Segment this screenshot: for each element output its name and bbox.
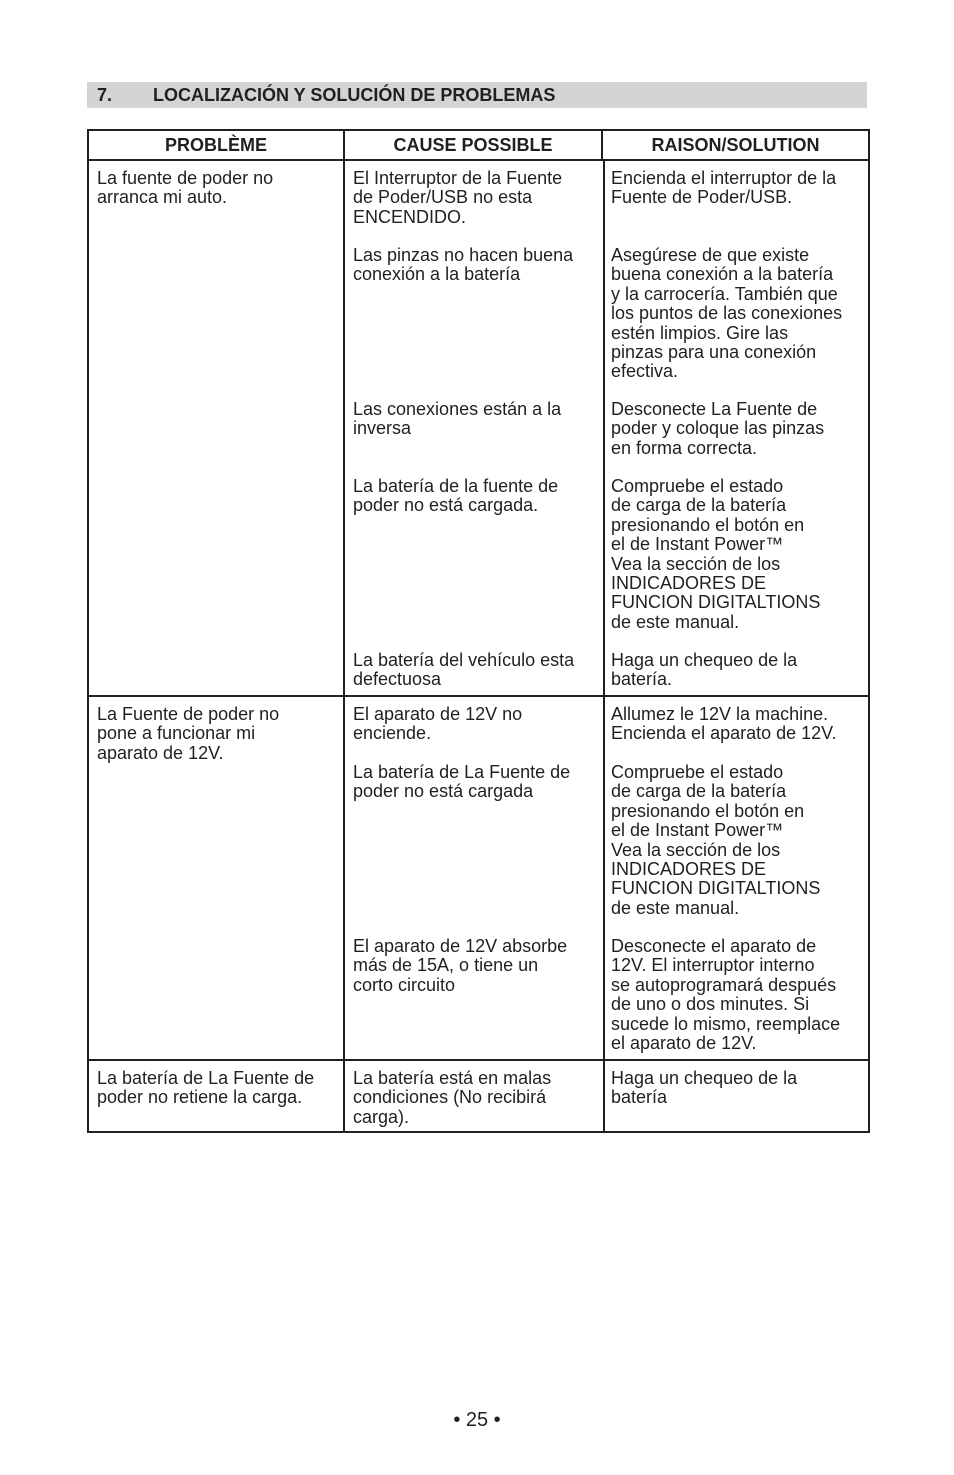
- page-number: • 25 •: [453, 1409, 501, 1431]
- section-number: 7.: [97, 85, 113, 105]
- cause-solution-cell: [344, 696, 869, 1060]
- problem-text: La batería de La Fuente de poder no retiene la carga.: [97, 1068, 315, 1108]
- column-divider: [603, 161, 605, 695]
- cause-text: Las pinzas no hacen buena conexión a la batería: [353, 245, 574, 285]
- cause-text: La batería de La Fuente de poder no está cargada: [353, 762, 571, 802]
- solution-text: Desconecte La Fuente de poder y coloque las pinzas en forma correcta.: [611, 399, 825, 458]
- problem-text: La Fuente de poder no pone a funcionar mi aparato de 12V.: [97, 704, 280, 763]
- header-solution: RAISON/SOLUTION: [602, 130, 869, 160]
- solution-text: Compruebe el estado de carga de la batería presionando el botón en el de Instant Power™ Vea la sección de los INDICADORES DE FUNCION DIGITALTIONS de este manual.: [611, 762, 821, 918]
- cause-solution-cell: [344, 1060, 869, 1132]
- solution-text: Haga un chequeo de la batería.: [611, 650, 798, 690]
- table-row: [88, 696, 869, 1060]
- cause-solution-entry: [345, 937, 868, 1055]
- cause-solution-entry: [345, 705, 868, 763]
- section-title: LOCALIZACIÓN Y SOLUCIÓN DE PROBLEMAS: [153, 85, 556, 105]
- solution-text: Compruebe el estado de carga de la batería presionando el botón en el de Instant Power™ Vea la sección de los INDICADORES DE FUNCION DIGITALTIONS de este manual.: [611, 476, 821, 632]
- problem-text: La fuente de poder no arranca mi auto.: [97, 168, 274, 208]
- cause-solution-entry: [345, 169, 868, 246]
- solution-text: Allumez le 12V la machine. Encienda el aparato de 12V.: [611, 704, 837, 744]
- header-problem: PROBLÈME: [88, 130, 344, 160]
- table-row: [88, 160, 869, 696]
- column-divider: [603, 697, 605, 1059]
- solution-text: Desconecte el aparato de 12V. El interruptor interno se autoprogramará después de uno o dos minutes. Si sucede lo mismo, reemplace el aparato de 12V.: [611, 936, 841, 1054]
- cause-solution-entry: [345, 477, 868, 651]
- solution-text: Asegúrese de que existe buena conexión a la batería y la carrocería. También que los puntos de las conexiones estén limpios. Gire las pinzas para una conexión efectiva.: [611, 245, 843, 382]
- cause-solution-entry: [345, 246, 868, 400]
- cause-solution-entry: [345, 763, 868, 937]
- troubleshooting-table: [87, 129, 870, 1133]
- table-header-row: [88, 130, 869, 160]
- problem-cell: [88, 696, 344, 1060]
- problem-cell: [88, 1060, 344, 1132]
- cause-text: La batería de la fuente de poder no está cargada.: [353, 476, 559, 516]
- cause-text: La batería está en malas condiciones (No recibirá carga).: [353, 1068, 552, 1127]
- cause-text: El aparato de 12V no enciende.: [353, 704, 523, 744]
- cause-solution-entry: [345, 1069, 868, 1127]
- solution-text: Encienda el interruptor de la Fuente de Poder/USB.: [611, 168, 837, 208]
- cause-text: El aparato de 12V absorbe más de 15A, o tiene un corto circuito: [353, 936, 568, 995]
- column-divider: [603, 1061, 605, 1131]
- cause-solution-cell: [344, 160, 869, 696]
- section-header: [87, 82, 867, 108]
- cause-text: La batería del vehículo esta defectuosa: [353, 650, 575, 690]
- cause-text: El Interruptor de la Fuente de Poder/USB no esta ENCENDIDO.: [353, 168, 563, 227]
- cause-text: Las conexiones están a la inversa: [353, 399, 562, 439]
- cause-solution-entry: [345, 651, 868, 691]
- table-row: [88, 1060, 869, 1132]
- solution-text: Haga un chequeo de la batería: [611, 1068, 798, 1108]
- header-cause: CAUSE POSSIBLE: [344, 130, 602, 160]
- cause-solution-entry: [345, 400, 868, 477]
- problem-cell: [88, 160, 344, 696]
